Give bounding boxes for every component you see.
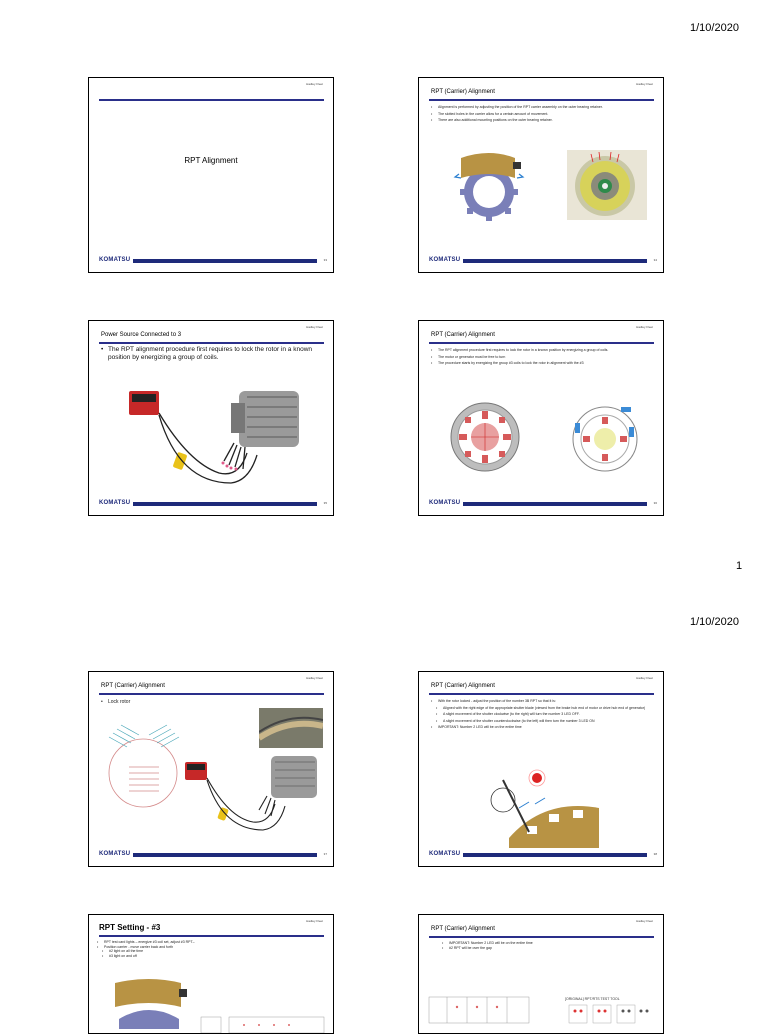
- slide-tag: Hadley Fleet: [636, 82, 653, 86]
- slide-number: 34: [653, 258, 657, 262]
- slide-title: Power Source Connected to 3: [101, 332, 182, 338]
- rotor-diagram-right: [567, 401, 643, 473]
- outer-bearing-photo: [567, 150, 647, 220]
- title-rule: [99, 693, 324, 695]
- test-tool-leds: [565, 1003, 657, 1025]
- slide-number: 38: [653, 852, 657, 856]
- slide-footer: [429, 852, 657, 858]
- slide-tag: Hadley Fleet: [636, 676, 653, 680]
- sub-bullet: • #3 light on and off: [95, 954, 331, 959]
- power-source-illustration: [119, 373, 319, 503]
- slide-footer: [429, 258, 657, 264]
- slide-34: [418, 77, 664, 273]
- slide-title: RPT (Carrier) Alignment: [431, 332, 495, 338]
- page-date: 1/10/2020: [690, 22, 739, 34]
- bullet-list: [99, 346, 331, 364]
- slide-title: RPT (Carrier) Alignment: [431, 926, 495, 932]
- bullet: • The RPT alignment procedure first requires to lock the rotor in a known position by energizing a group of coils.: [99, 346, 331, 362]
- slide-36: [418, 320, 664, 516]
- bullet-list: [429, 699, 659, 732]
- bullet: • The procedure starts by energizing the group #3 coils to lock the rotor in alignment with the #3: [429, 361, 655, 366]
- komatsu-logo: KOMATSU: [429, 851, 461, 857]
- title-rule: [429, 99, 654, 101]
- bullet: • Lock rotor: [99, 700, 219, 705]
- slide-tag: Hadley Fleet: [636, 325, 653, 329]
- slide-tag: Hadley Fleet: [306, 676, 323, 680]
- rpt-carrier-illustration: [449, 150, 529, 222]
- komatsu-logo: KOMATSU: [429, 257, 461, 263]
- slide-title: RPT (Carrier) Alignment: [431, 683, 495, 689]
- shutter-alignment-illustration: [489, 768, 599, 848]
- rotor-diagram-left: [449, 401, 521, 473]
- power-source-illustration: [179, 748, 329, 844]
- test-tool-schematic: [427, 995, 531, 1025]
- footer-bar: [133, 853, 317, 857]
- komatsu-logo: KOMATSU: [99, 851, 131, 857]
- slide-39: [88, 914, 334, 1034]
- title-rule: [99, 935, 324, 937]
- bullet: • The motor or generator must be free to turn: [429, 355, 655, 360]
- test-tool-caption: [ORIGINAL] RPT/RTS TEST TOOL: [565, 997, 620, 1001]
- bullet-list: [95, 940, 331, 958]
- slide-number: 35: [323, 501, 327, 505]
- sub-bullet: • #2 RPT will be over the gap: [435, 946, 655, 951]
- slide-tag: Hadley Fleet: [636, 919, 653, 923]
- komatsu-logo: KOMATSU: [99, 500, 131, 506]
- slide-footer: [99, 258, 327, 264]
- rpt-carrier-illustration: [109, 979, 189, 1029]
- komatsu-logo: KOMATSU: [99, 257, 131, 263]
- slide-38: [418, 671, 664, 867]
- slide-title: RPT Alignment: [184, 156, 238, 165]
- bullet: • With the rotor locked - adjust the position of the number 3B RPT so that it is:: [429, 699, 659, 704]
- sub-bullet: • Aligned with the right edge of the appropriate shutter blade (viewed from the brake hub end of motor or drive hub end of generator): [429, 706, 659, 711]
- test-card-schematic: [199, 1015, 329, 1034]
- title-rule: [99, 342, 324, 344]
- slide-tag: Hadley Fleet: [306, 919, 323, 923]
- bullet-list: [429, 348, 655, 368]
- title-rule: [99, 99, 324, 101]
- slide-tag: Hadley Fleet: [306, 82, 323, 86]
- slide-40: [418, 914, 664, 1034]
- slide-33: [88, 77, 334, 273]
- bullet-list: [99, 700, 219, 707]
- slide-35: [88, 320, 334, 516]
- title-rule: [429, 693, 654, 695]
- coil-diagram: [99, 717, 189, 813]
- page-date: 1/10/2020: [690, 616, 739, 628]
- bullet: • There are also additional mounting positions on the outer bearing retainer.: [429, 118, 655, 123]
- title-rule: [429, 936, 654, 938]
- sub-bullet: • A slight movement of the shutter counterclockwise (to the left) will then turn the number 3 LED ON: [429, 719, 659, 724]
- bullet-list: [435, 941, 655, 950]
- slide-tag: Hadley Fleet: [306, 325, 323, 329]
- slide-footer: [99, 852, 327, 858]
- footer-bar: [463, 502, 647, 506]
- slide-37: [88, 671, 334, 867]
- rotor-photo: [259, 708, 323, 748]
- slide-footer: [429, 501, 657, 507]
- slide-number: 33: [323, 258, 327, 262]
- bullet-list: [429, 105, 655, 125]
- bullet: • The RPT alignment procedure first requires to lock the rotor in a known position by energizing a group of coils.: [429, 348, 655, 353]
- page-number: 1: [736, 560, 743, 572]
- title-rule: [429, 342, 654, 344]
- bullet: • Alignment is performed by adjusting the position of the RPT carrier assembly on the outer bearing retainer.: [429, 105, 655, 110]
- sub-bullet: • #2 light on all the time: [95, 949, 331, 954]
- footer-bar: [133, 502, 317, 506]
- slide-title: RPT (Carrier) Alignment: [101, 683, 165, 689]
- bullet: • The slotted holes in the carrier allow for a certain amount of movement.: [429, 112, 655, 117]
- komatsu-logo: KOMATSU: [429, 500, 461, 506]
- sub-bullet: • A slight movement of the shutter clockwise (to the right) will turn the number 3 LED OFF.: [429, 712, 659, 717]
- sub-bullet: • IMPORTANT: Number 2 LED will be on the entire time: [435, 941, 655, 946]
- slide-title: RPT (Carrier) Alignment: [431, 89, 495, 95]
- bullet: • Position carrier - move carrier back and forth: [95, 945, 331, 950]
- footer-bar: [463, 259, 647, 263]
- slide-title: RPT Setting - #3: [99, 923, 161, 932]
- bullet: • RPT test card lights – energize #3 coil set, adjust #3 RPT–: [95, 940, 331, 945]
- slide-number: 37: [323, 852, 327, 856]
- slide-footer: [99, 501, 327, 507]
- footer-bar: [463, 853, 647, 857]
- bullet: • IMPORTANT: Number 2 LED will be on the entire time: [429, 725, 659, 730]
- slide-number: 36: [653, 501, 657, 505]
- footer-bar: [133, 259, 317, 263]
